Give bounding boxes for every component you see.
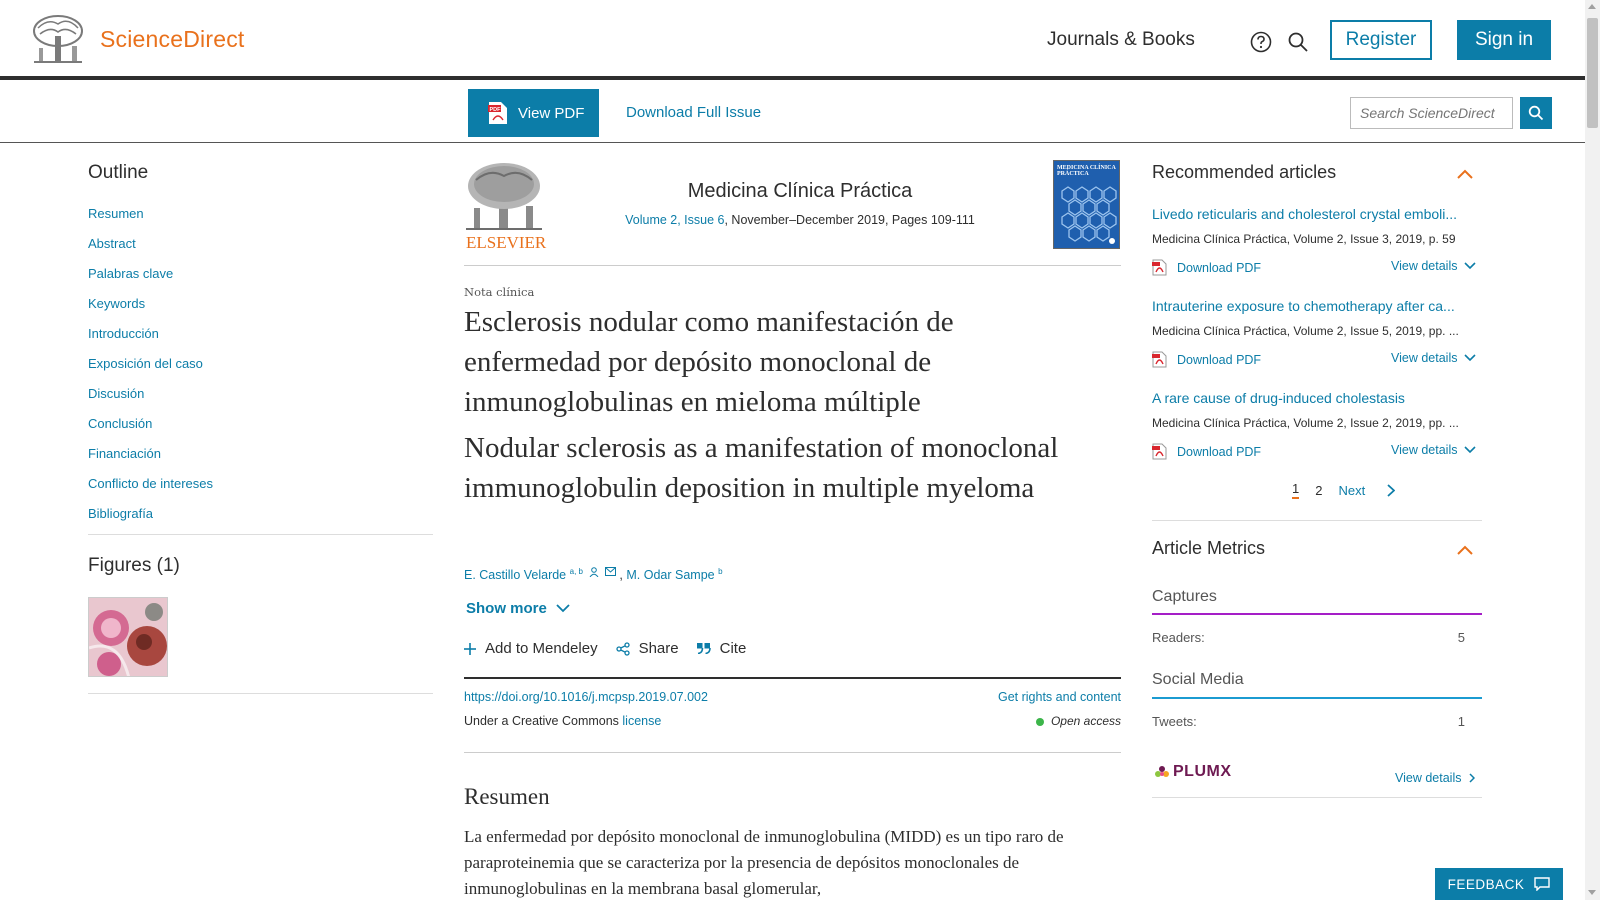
journal-issue-info [590,213,1010,227]
abstract-text: La enfermedad por depósito monoclonal de inmunoglobulina (MIDD) es un tipo raro de paraproteinemia que se caracteriza por la presencia de depósitos monoclonales de inmunoglobulinas en la membrana basal glomerular, [464,827,1064,898]
social-media-rule [1152,697,1482,699]
elsevier-tree-logo [464,160,544,232]
recommended-article-link[interactable]: Intrauterine exposure to chemotherapy after ca... [1152,298,1455,314]
cover-title: MEDICINA CLÍNICA PRÁCTICA [1057,165,1116,177]
chevron-down-icon [1464,354,1476,362]
outline-item[interactable]: Exposición del caso [88,356,203,371]
download-pdf-link[interactable] [1152,259,1261,276]
article-title-en: Nodular sclerosis as a manifestation of monoclonal immunoglobulin deposition in multiple myeloma [464,432,1059,504]
article-title-es: Esclerosis nodular como manifestación de enfermedad por depósito monoclonal de inmunoglobulinas en mieloma múltiple [464,306,954,418]
next-label: Next [1338,482,1366,498]
doi-link[interactable]: https://doi.org/10.1016/j.mcpsp.2019.07.002 [464,690,708,704]
article-metrics-title: Article Metrics [1152,538,1266,558]
outline-item[interactable]: Conclusión [88,416,153,431]
person-icon[interactable] [589,567,599,577]
page-1-link[interactable]: 1 [1292,481,1299,499]
help-icon[interactable] [1250,31,1272,53]
article-type: Nota clínica [464,285,535,299]
plumx-view-details-link[interactable] [1395,771,1475,785]
cite-button[interactable] [697,640,747,657]
top-header [0,0,1585,80]
chevron-down-icon [1464,262,1476,270]
download-pdf-link[interactable] [1152,351,1261,368]
show-more-label: Show more [466,600,547,617]
divider [88,534,433,535]
article-toolbar [0,80,1585,143]
scroll-up-arrow[interactable] [1588,4,1596,9]
recommended-article-link[interactable]: Livedo reticularis and cholesterol crystal emboli... [1152,206,1458,222]
license-statement [464,714,661,728]
pdf-icon [1152,443,1167,460]
view-details-link[interactable] [1391,259,1476,273]
section-title: Resumen [464,784,550,809]
mendeley-label: Add to Mendeley [485,640,598,657]
outline-item[interactable]: Abstract [88,236,136,251]
share-button[interactable] [616,640,679,657]
divider [1152,797,1482,798]
scroll-down-arrow[interactable] [1588,890,1596,895]
issue-link[interactable]: Volume 2, Issue 6 [625,213,725,227]
feedback-button[interactable] [1435,868,1563,900]
pdf-icon [488,101,508,125]
search-submit-button[interactable] [1520,97,1552,129]
share-label: Share [638,640,679,657]
view-details-label: View details [1391,259,1458,273]
article-actions [464,640,764,657]
recommended-article-meta: Medicina Clínica Práctica, Volume 2, Issue 2, 2019, pp. ... [1152,416,1459,430]
divider [88,693,433,694]
plus-icon [464,643,476,655]
show-more-button[interactable] [466,600,570,617]
search-icon[interactable] [1287,31,1309,53]
outline-item[interactable]: Discusión [88,386,145,401]
plumx-name: PLUMX [1173,763,1232,780]
chevron-up-icon[interactable] [1456,168,1474,180]
view-details-link[interactable] [1391,351,1476,365]
email-icon[interactable] [605,567,616,576]
search-icon [1528,105,1544,121]
recommended-article-meta: Medicina Clínica Práctica, Volume 2, Issue 3, 2019, p. 59 [1152,232,1456,246]
outline-item[interactable]: Resumen [88,206,144,221]
journal-title[interactable]: Medicina Clínica Práctica [687,180,913,202]
readers-count: 5 [1457,630,1465,645]
outline-item[interactable]: Introducción [88,326,159,341]
download-pdf-link[interactable] [1152,443,1261,460]
publisher-name[interactable]: ELSEVIER [466,233,547,252]
figure-thumbnail[interactable] [88,597,168,677]
license-prefix: Under a Creative Commons [464,714,623,728]
open-access-label: Open access [1050,714,1121,728]
chevron-down-icon [556,604,570,613]
recommended-article-meta: Medicina Clínica Práctica, Volume 2, Issue 5, 2019, pp. ... [1152,324,1459,338]
histology-image [89,598,168,677]
download-pdf-label: Download PDF [1177,260,1262,275]
cite-label: Cite [719,640,747,657]
elsevier-tree-logo[interactable] [30,14,86,66]
chevron-down-icon [1464,446,1476,454]
rights-link[interactable]: Get rights and content [998,690,1121,704]
view-pdf-button[interactable] [468,89,599,137]
search-input[interactable] [1350,97,1513,129]
sign-in-button[interactable]: Sign in [1457,20,1551,60]
issue-details: , November–December 2019, Pages 109-111 [724,213,975,227]
divider [1152,520,1482,521]
license-link[interactable]: license [622,714,662,728]
captures-rule [1152,613,1482,615]
figures-title: Figures (1) [88,555,180,576]
share-icon [616,642,630,656]
download-pdf-label: Download PDF [1177,352,1262,367]
chevron-right-icon [1469,773,1475,783]
outline-item[interactable]: Palabras clave [88,266,174,281]
captures-label: Captures [1152,588,1217,605]
chevron-up-icon[interactable] [1456,544,1474,556]
outline-list [88,206,213,536]
recommended-title: Recommended articles [1152,162,1337,182]
author-affiliation[interactable]: b [718,567,723,576]
tweets-label: Tweets: [1152,714,1197,729]
page-2-link[interactable]: 2 [1315,482,1323,498]
tweets-count: 1 [1457,714,1465,729]
quote-icon [697,643,711,654]
journal-cover[interactable] [1053,160,1120,249]
divider [464,752,1121,753]
pdf-icon [1152,259,1167,276]
author-link[interactable]: E. Castillo Velarde [464,568,567,583]
journals-books-link[interactable]: Journals & Books [1047,29,1195,50]
svg-text:PDF: PDF [489,107,501,113]
plumx-logo[interactable] [1154,763,1232,781]
view-details-label: View details [1391,443,1458,457]
brand-name[interactable]: ScienceDirect [100,26,245,52]
social-media-label: Social Media [1152,671,1244,688]
author-link[interactable]: M. Odar Sampe [626,568,715,583]
page-scrollbar[interactable] [1585,0,1600,900]
register-button[interactable]: Register [1330,20,1432,60]
download-pdf-label: Download PDF [1177,444,1262,459]
next-page-link[interactable] [1338,483,1395,498]
view-details-link[interactable] [1391,443,1476,457]
add-to-mendeley-button[interactable] [464,640,598,657]
recommended-article-link[interactable]: A rare cause of drug-induced cholestasis [1152,390,1405,406]
outline-title: Outline [88,162,149,183]
view-pdf-label: View PDF [518,104,585,122]
open-access-dot [1036,718,1044,726]
divider [464,677,1121,679]
chevron-right-icon [1387,484,1395,497]
recommended-pagination [1292,481,1411,499]
view-details-label: View details [1395,771,1462,785]
open-access-badge [1030,714,1121,728]
plumx-icon [1154,764,1170,780]
outline-item[interactable]: Conflicto de intereses [88,476,214,491]
feedback-label: FEEDBACK [1447,876,1525,892]
download-full-issue-link[interactable]: Download Full Issue [626,104,762,121]
readers-label: Readers: [1152,630,1205,645]
view-details-label: View details [1391,351,1458,365]
author-list: E. Castillo Velarde $^{a, b}$ , M. Odar Sampe $^b$ [464,567,723,583]
outline-item[interactable]: Keywords [88,296,146,311]
pdf-icon [1152,351,1167,368]
author-affiliation[interactable]: a, b [569,567,583,576]
chat-bubble-icon [1534,877,1550,891]
divider [464,265,1121,266]
outline-item[interactable]: Bibliografía [88,506,154,521]
outline-item[interactable]: Financiación [88,446,161,461]
scroll-thumb[interactable] [1587,18,1598,128]
